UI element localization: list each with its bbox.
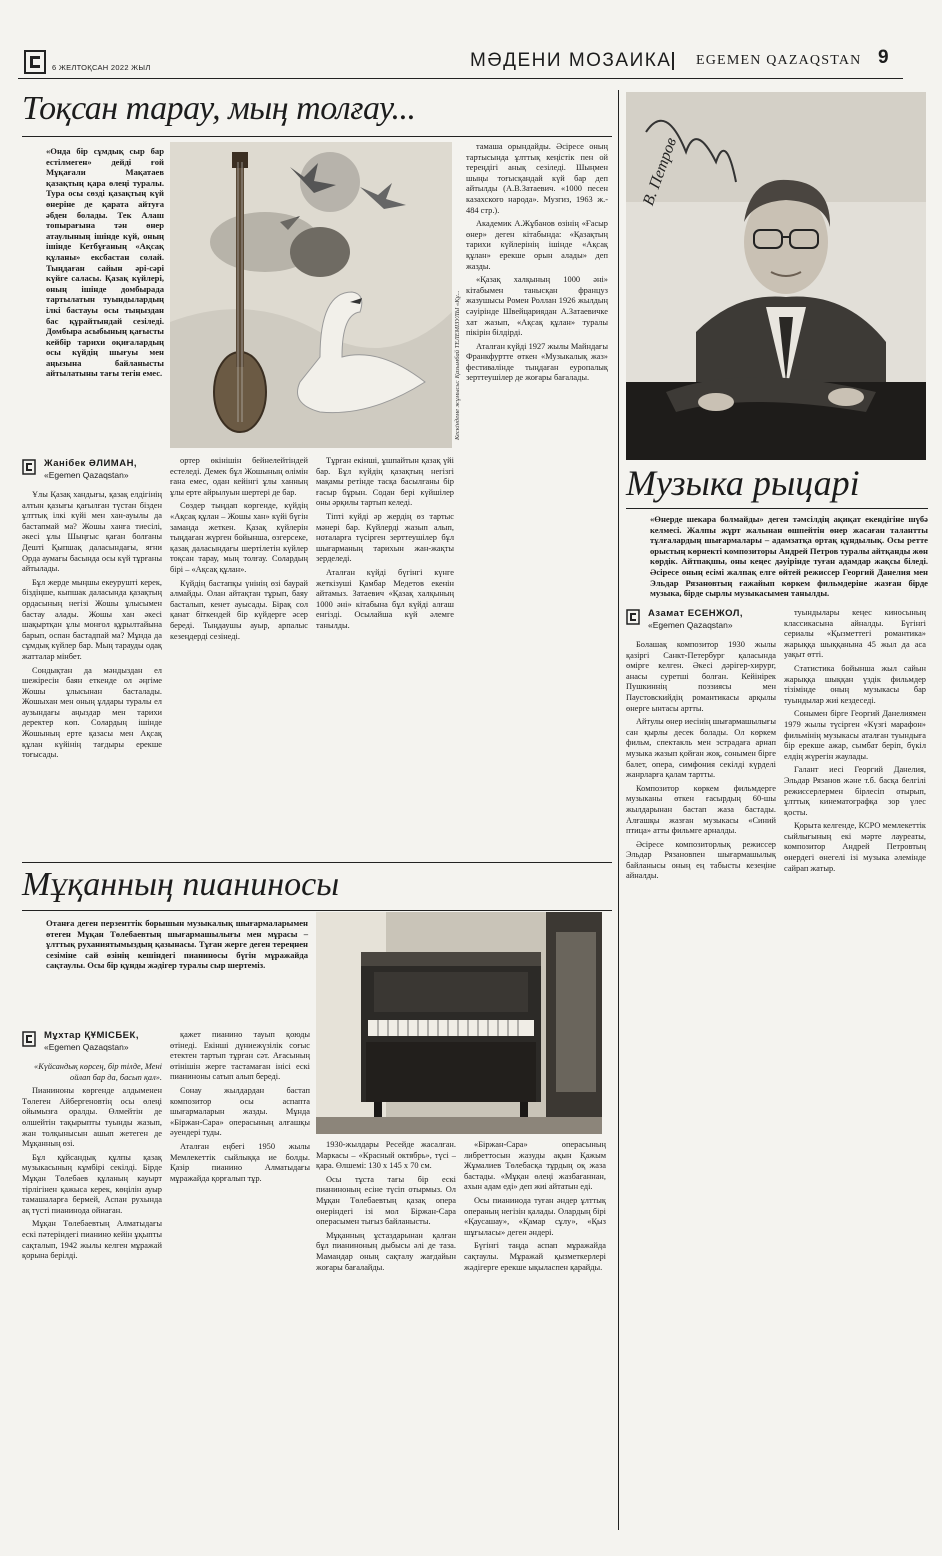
paragraph: Галант иесі Георгий Данелия, Эльдар Рязанов және т.б. басқа белгілі режиссерлермен бірлесіп отырып, ұлттық кинематографқа зор үлес қосты. <box>784 765 926 817</box>
page-number: 9 <box>878 47 889 68</box>
paragraph: Осы пианинода туған әндер ұлттық операның негізін қалады. Олардың бірі «Қаусашау», «Қамар сұлу», «Қыз шұғыласы» деген әндері. <box>464 1195 606 1237</box>
article3-title: Музыка рыцарі <box>626 463 860 503</box>
article2-col3 <box>316 1140 456 1532</box>
article1-author-block <box>22 458 162 484</box>
article2-col1 <box>22 1062 162 1532</box>
article1-col4 <box>466 142 608 896</box>
paper-name: EGEMEN QAZAQSTAN <box>696 53 862 68</box>
paragraph: 1930-жылдары Ресейде жасалған. Маркасы – «Красный октябрь», түсі – қара. Өлшемі: 130 х 145 х 70 см. <box>316 1140 456 1171</box>
article3-col1 <box>626 640 776 1532</box>
article1-illustration <box>170 142 452 448</box>
article1-col3 <box>316 456 454 896</box>
issue-date: 6 ЖЕЛТОҚСАН 2022 ЖЫЛ <box>52 63 151 72</box>
paragraph: Сонау жылдардан бастап композитор осы аспапта шығармаларын жазды. Мұнда «Біржан-Сара» операсының алғашқы әуендері туды. <box>170 1085 310 1138</box>
article3-author: Азамат ЕСЕНЖОЛ, <box>648 608 744 619</box>
article3-author-block <box>626 608 786 634</box>
author-logo-icon <box>22 1031 36 1047</box>
paragraph: қажет пианино тауып қоюды өтінеді. Екінші дүниежүзілік соғыс етектен тартып тұрған сәт. Ағасының өтінішін жерге тастамаған інісі ескі пианиноны сатып алып береді. <box>170 1030 310 1082</box>
paragraph: Аталған күйді 1927 жылы Майндағы Франкфуртте өткен «Музыкалық жаз» фестивалінде тыңдаған еуропалық зерттеушілер де жоғары бағалады. <box>466 341 608 383</box>
article2-author: Мұхтар ҚҰМІСБЕК, <box>44 1030 139 1041</box>
article2-title-rule <box>22 910 612 911</box>
swan-dombra-painting <box>170 142 452 448</box>
article3-portrait-photo <box>626 92 926 460</box>
header-bottom-rule <box>18 78 903 79</box>
newspaper-logo-icon <box>24 50 46 74</box>
paragraph: Бұл құйсандық құлпы қазақ музыкасының кұмбірі секілді. Бірде Мұқан Төлебаев құланың кауырт тірлігінен қажыса керек, көңілін ауыр тамашаларға бермей, Аспан рухында ақ түсті пианинода ойнаған. <box>22 1152 162 1215</box>
paragraph: Тіпті күйді әр жердің өз тартыс мәнері бар. Күйлерді жазып алып, ноталарға түсірген зерттеушілер бұл шығарманың тарихын жан-жақты зерделеді. <box>316 511 454 564</box>
paragraph: Бұл жерде мыңшы екеурушті керек, біздіңше, кыпшак даласында қазақтың ордасының негізі Жошы ұлысымен бастау алады. Жошы хан әкесі шақыртқан ұлы монғол құрылтайына барып, оспан бастадпай ма? Мұнда да сұмдық күйлер бар. Мың тарауды одақ жатталар мінбет. <box>22 577 162 661</box>
author-logo-icon <box>22 459 36 475</box>
paragraph: Композитор көркем фильмдерге музыканы өткен ғасырдың 60-шы жылдарынан бастап жаза бастады. Алғашқы жазған музыкасы «Синий птица» атты фильмге арналды. <box>626 783 776 836</box>
article1-lead: «Онда бір сұмдық сыр бар естілмеген» дейді ғой Мұқағали Мақатаев қазақтың қара өлеңі туралы. Тура осы сөзді қазақтың күй өнеріне де қарата айтуға әбден болады. Тек Алаш топырағына тән өнер атаулының ішінде күй, оның ішінде Кетбұғаның «Ақсақ құланы» ексбастан солай. Тыңдаған сайын әрі-сәрі күйге саласы. Қазақ күйлері, оның ішінде домбырада тартылатын туындылардың ілкі бастауы осы тыңыздан бас құрайтындай сезіледі. Домбыра асыбының қағысты кейбір тарихи оқиғалардың осы күйдің шығуы мен аңызына байланысты айтылатыны тағы тегін емес. <box>46 146 164 379</box>
paragraph: Мұқан Төлебаевтың Алматыдағы ескі пәтеріндегі пианино кейін ұқыпты сақталып, 1942 жылы келген мұражай қорына берілді. <box>22 1219 162 1261</box>
paragraph: Пианиноны көргенде алдыменен Төлеген Айбергеновтің осы өлеңі ойымызға оралды. Өлмейтін де өлшейтін тақырыпты туынды жазып, жан толқынысын ашып жетеген де Мұқанның өзі. <box>22 1086 162 1149</box>
paragraph: тамаша орындайды. Әсіресе оның тартысында ұлттық кеңістік пен ой тереңдігі анық сезіледі. Шыңмен шыңы тоғысқандай күй бар деп айтылды (А.В.Затаевич. «1000 песен казахского народа». Музгиз, 1963 ж.- 484 стр.). <box>466 142 608 215</box>
paragraph: Сөздер тыңдап көргенде, күйдің «Ақсақ құлан – Жошы хан» күйі бүгін заманда жеткен. Қазақ күйлерін тыңдаған жүрген бойынша, өзгерсеке, қазақ даласындағы шертілетін күйлер тоқсан тарау, мың толғау. Солардың бірі – «Ақсақ құлан». <box>170 501 308 574</box>
paragraph: Күйдің бастапқы үнінің өзі баурай алмайды. Олан айтақтан тұрып, баяу басталып, кенет ауысады. Бірақ сол қанат біткендей бір күйдерге әсер береді. Тыңдаушы ауыр, арпалыс кезеңдерді сезінеді. <box>170 578 308 641</box>
article1-author: Жанібек ӘЛИМАН, <box>44 458 138 469</box>
paragraph: Сондықтан да мәндыздан ел шежіресін баян еткенде ол әңгіме Жошы ұлысынан басталады. Жошыхан мен оның ұлдары туралы ел аузындағы аңыздар мен тарихи деректер көп. Солардың ішінде Жошының ерте қазасы мен Ақсақ құлан күйінің тағдыры ерекше тоғысады. <box>22 665 162 760</box>
paragraph: Статистика бойынша жыл сайын жарыққа шыққан үздік фильмдер тізімінде оның музыкасы бар туындылар жиі кездеседі. <box>784 663 926 705</box>
paragraph: Аталған күйді бүгінгі күнге жеткізуші Қамбар Медетов екенін айтамыз. Затаевич «Қазақ халқының 1000 әні» кітабына бұл күйді алғаш енгізді. Осылайша күй әлемге танылды. <box>316 567 454 630</box>
author-logo-icon <box>626 609 640 625</box>
article1-col1 <box>22 490 162 896</box>
article1-illustration-caption: Кескіндеме жұмысы: Қазымбай ТЕЛЕМІЗУЛЫ «Құ... <box>454 290 461 440</box>
article1-publication: «Egemen Qazaqstan» <box>44 470 129 480</box>
paragraph: Ұлы Қазақ хандығы, қазақ елдігінің алтын қазығы қағылған түстан бізден ұлттық ілкі күйі мен хан-ауылы да бастапмай ма? Жошы ханға тиесілі, әкесі ұлы Шыңғыс қаған болғаны Дешті Қыпшақ даласындағы, яғни Орда аумағы басында осы күй тұрғаны айтылады. <box>22 490 162 574</box>
column-divider <box>618 90 619 1530</box>
article2-publication: «Egemen Qazaqstan» <box>44 1042 129 1052</box>
piano-image <box>316 912 602 1134</box>
paragraph: «Қазақ халқының 1000 әні» кітабымен танысқан француз жазушысы Ромен Роллан 1926 жылдың сәуірінде Швейцариядан А.Затаевичке хат жазып, «Ақсақ құлан» туралы пікірін білдірді. <box>466 275 608 338</box>
article1-title: Тоқсан тарау, мың толғау... <box>22 90 416 127</box>
paragraph: Айтулы өнер иесінің шығармашылығы сан қырлы десек болады. Ол көркем фильм, спектакль мен эстрадаға арнап музыка жазып қойған жоқ, сонымен бірге балет, опера, симфония секілді күрделі жанрларға қалам тартты. <box>626 717 776 780</box>
header-separator <box>672 52 674 70</box>
article2-col2 <box>170 1030 310 1532</box>
article3-col2 <box>784 608 926 1532</box>
article2-title: Мұқанның пианиносы <box>22 866 340 903</box>
section-title: МӘДЕНИ МОЗАИКА <box>470 50 672 71</box>
article2-lead: Отанға деген перзенттік борышын музыкалық шығармаларымен өтеген Мұқан Төлебаевтың шығармашылығы мен мұрасы – ұлттық руханиятымыздың қазынасы. Тұған жерге деген тереңнен сезіміне сай өзінің кешіндегі пианиносы бүгін мұражайда сақтаулы. Осы бір құнды жәдігер туралы сыр шертеміз. <box>46 918 308 971</box>
paragraph: Мұқанның ұстаздарынан қалған бұл пианиноның дыбысы әлі де таза. Мамандар оның сақталу жағдайын жоғары бағалайды. <box>316 1230 456 1272</box>
article1-title-rule <box>22 136 612 137</box>
paragraph: Аталған еңбегі 1950 жылы Мемлекеттік сыйлыққа ие болды. Қазір пианино Алматыдағы мұражайда қорғалып тұр. <box>170 1141 310 1183</box>
article2-top-rule <box>22 862 612 863</box>
article1-col2 <box>170 456 308 896</box>
paragraph: Әсіресе композиторлық режиссер Эльдар Рязановпен шығармашылық байланысы оның ең табысты кезеңіне айналды. <box>626 839 776 881</box>
paragraph: туындылары кеңес киносының классикасына айналды. Бүгінгі сериалы «Қызметтегі романтика» жарыққа шыққанына 45 жыл да аса уақыт өтті. <box>784 608 926 660</box>
masthead <box>18 44 928 80</box>
paragraph: Болашақ композитор 1930 жылы қазіргі Санкт-Петербург қаласында өмірге келген. Әкесі дәрігер-хирург, анасы суретші болған. Кейінірек Пушкиннің поэзиясы мен Паустовскийдің романтикасы арқылы өнерге ынтасы артты. <box>626 640 776 713</box>
article3-title-rule <box>626 508 928 509</box>
paragraph: Сонымен бірге Георгий Данелиямен 1979 жылы түсірген «Күзгі марафон» фильмінің музыкасы аталған туындыға бір ерекше ажар, сымбат беріп, бүкіл елдің жүрегін жаулады. <box>784 709 926 761</box>
paragraph: ортер өкінішін бейнелейтіндей естеледі. Демек бұл Жошының өлімін ғана емес, одан кейінгі ұлы ханның ұлы ерте айрылуын шертері де бар. <box>170 456 308 497</box>
photo-autograph: В. Петров <box>640 135 681 208</box>
paragraph: Бүгінгі таңда аспап мұражайда сақтаулы. Мұражай қызметкерлері жәдігерге ерекше ықыласпен қарайды. <box>464 1241 606 1272</box>
paragraph: Қорыта келгенде, КСРО мемлекеттік сыйлығының екі мәрте лауреаты, композитор Андрей Петровтың өнердегі өнегелі ізі музыка әлемінде сайрап жатыр. <box>784 821 926 873</box>
article3-lead: «Өнерде шекара болмайды» деген тәмсілдің ақиқат екендігіне шүбә келмесі. Жалпы жұрт жалынан өшпейтін өнер жасаған талантты тұлғалардың шығармалары – адамзатқа ортақ құндылық. Осы ретте орыстың көрнекті композиторы Андрей Петров туралы айтқанды жөн көрдік. Айтпақшы, оны кеңес дәуірінде туған адамдар жақсы біледі. Әсіресе оның есімі жалпақ елге өйтей режиссер Георгий Данелия мен Эльдар Рязановтың ғажайып көркем фильмдеріне жазған бірде музыка, бірде сырлы музыкасымен танылды. <box>650 514 928 599</box>
article3-publication: «Egemen Qazaqstan» <box>648 620 733 630</box>
paragraph: Осы тұста тағы бір ескі пианиноның есіне түсіп отырмыз. Ол Мұқан Төлебаевтың қазақ опера өнеріндегі ізі мол Біржан-Сара операсымен тығыз байланысты. <box>316 1174 456 1227</box>
article2-col4 <box>464 1140 606 1532</box>
paragraph: «Біржан-Сара» операсының либреттосын жазуды ақын Қажым Жұмалиев Төлебасқа тұрдың оқ жаза бастады. «Мұқан өлеңі жазбағаннан, ахын адам еді» деп жиі айтатын еді. <box>464 1140 606 1192</box>
paragraph: Академик А.Жұбанов өзінің «Ғасыр өнер» деген кітабында: «Қазақтың тарихи күйлерінің ішінде «Ақсақ құлан» ерекше орын алады» деп жазды. <box>466 219 608 271</box>
article2-piano-photo <box>316 912 602 1134</box>
epigraph: «Күйсандық көрсең, бір тілде, Мені ойлап бар да, басып қал». <box>34 1062 162 1082</box>
paragraph: Тұрған екінші, ұшпайтын қазақ үйі бар. Бұл күйдің қазақтың негізгі мақамы ретінде тасқа басылғаны бір ғасыр бұрын. Содан бері күйшілер оны әрқилы тартып келеді. <box>316 456 454 508</box>
